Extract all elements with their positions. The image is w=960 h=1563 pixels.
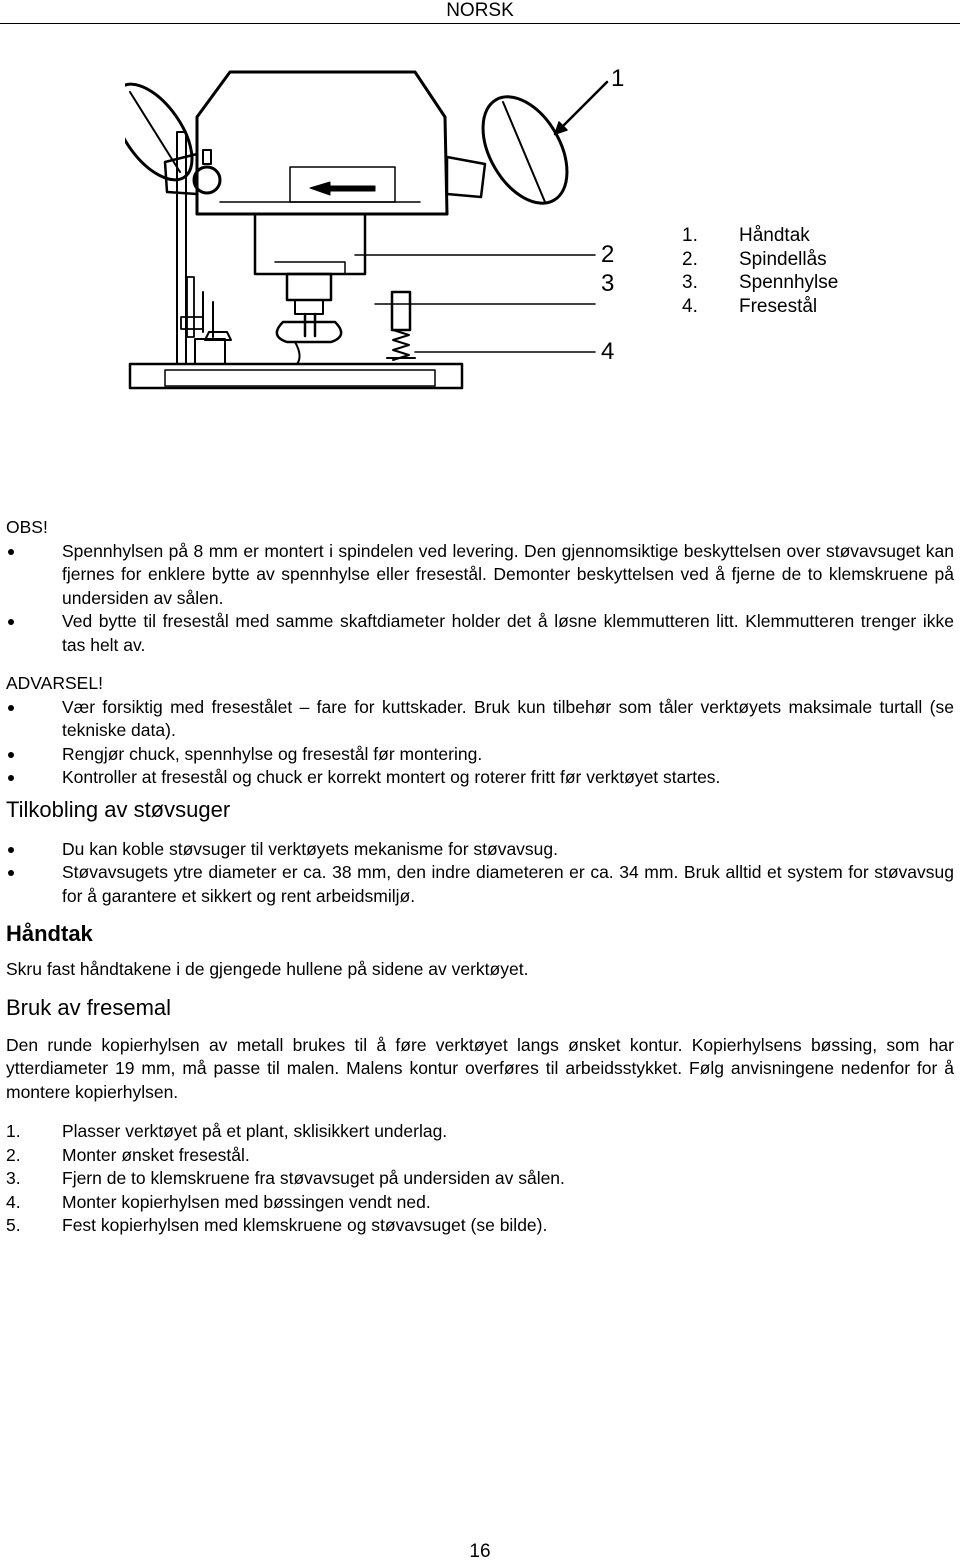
list-item: Vær forsiktig med fresestålet – fare for kuttskader. Bruk kun tilbehør som tåler verktøyets maksimale turtall (se tekniske data).: [6, 696, 954, 743]
legend-item: 1. Håndtak: [682, 225, 810, 246]
header-title: NORSK: [446, 0, 514, 21]
housing-window: [290, 167, 395, 202]
legend-item: 3. Spennhylse: [682, 272, 839, 293]
legend-item: 2. Spindellås: [682, 248, 827, 270]
depth-rod: [187, 277, 194, 337]
obs-label: OBS!: [6, 517, 48, 537]
collet: [287, 274, 331, 300]
callout-3: 3: [601, 270, 615, 297]
list-item: 4. Monter kopierhylsen med bøssingen vendt ned.: [6, 1191, 431, 1212]
template-text: Den runde kopierhylsen av metall brukes til å føre verktøyet langs ønsket kontur. Kopierhylsens bøssing, som har ytterdiameter 19 mm, må passe til malen. Malens kontur overføres til arbeidsstykket. Følg anvisningene nedenfor for å montere kopierhylsen.: [6, 1034, 954, 1102]
list-item: 1. Plasser verktøyet på et plant, sklisikkert underlag.: [6, 1121, 448, 1141]
dust-heading: Tilkobling av støvsuger: [6, 796, 231, 822]
right-post: [392, 292, 410, 330]
direction-arrow: [310, 182, 375, 195]
base-plate-inner: [165, 370, 435, 386]
list-item: Støvavsugets ytre diameter er ca. 38 mm, den indre diameteren er ca. 34 mm. Bruk alltid et system for støvavsug for å garantere et sikkert og rent arbeidsmiljø.: [6, 861, 954, 908]
page-header: [0, 0, 960, 24]
list-item: Ved bytte til fresestål med samme skaftdiameter holder det å løsne klemmutteren litt. Klemmutteren trenger ikke tas helt av.: [6, 610, 954, 657]
callout-4: 4: [601, 338, 615, 365]
warning-label: ADVARSEL!: [6, 673, 103, 693]
lower-body: [255, 214, 365, 274]
template-heading: Bruk av fresemal: [6, 994, 172, 1020]
figure-legend: [682, 224, 838, 318]
list-item: Du kan koble støvsuger til verktøyets mekanisme for støvavsug.: [6, 838, 954, 862]
page-content: [6, 516, 954, 1238]
right-handle: [466, 82, 585, 217]
right-handle-arm: [447, 157, 485, 197]
list-item: Rengjør chuck, spennhylse og fresestål før montering.: [6, 743, 954, 767]
base-plate: [130, 364, 462, 388]
list-item: 2. Monter ønsket fresestål.: [6, 1144, 250, 1165]
handle-heading: Håndtak: [6, 921, 93, 946]
warning-list: [6, 696, 954, 790]
page-footer: [0, 1541, 960, 1563]
handle-text: Skru fast håndtakene i de gjengede hullene på sidene av verktøyet.: [6, 959, 529, 979]
router-diagram: [125, 62, 635, 402]
callout-1: 1: [611, 65, 625, 92]
template-steps: [6, 1120, 954, 1238]
legend-item: 4. Fresestål: [682, 295, 818, 317]
spring: [393, 330, 409, 360]
callout-2: 2: [601, 241, 615, 268]
list-item: 5. Fest kopierhylsen med klemskruene og støvavsuget (se bilde).: [6, 1215, 548, 1235]
list-item: 3. Fjern de to klemskruene fra støvavsuget på undersiden av sålen.: [6, 1168, 565, 1188]
dust-list: [6, 838, 954, 909]
obs-list: [6, 540, 954, 658]
list-item: Spennhylsen på 8 mm er montert i spindelen ved levering. Den gjennomsiktige beskyttelsen over støvavsuget kan fjernes for enklere bytte av spennhylse eller fresestål. Demonter beskyttelsen ved å fjerne de to klemskruene på undersiden av sålen.: [6, 540, 954, 611]
list-item: Kontroller at fresestål og chuck er korrekt montert og roterer fritt før verktøyet startes.: [6, 766, 954, 790]
page-number: 16: [469, 1541, 491, 1562]
router-bit: [277, 314, 341, 342]
